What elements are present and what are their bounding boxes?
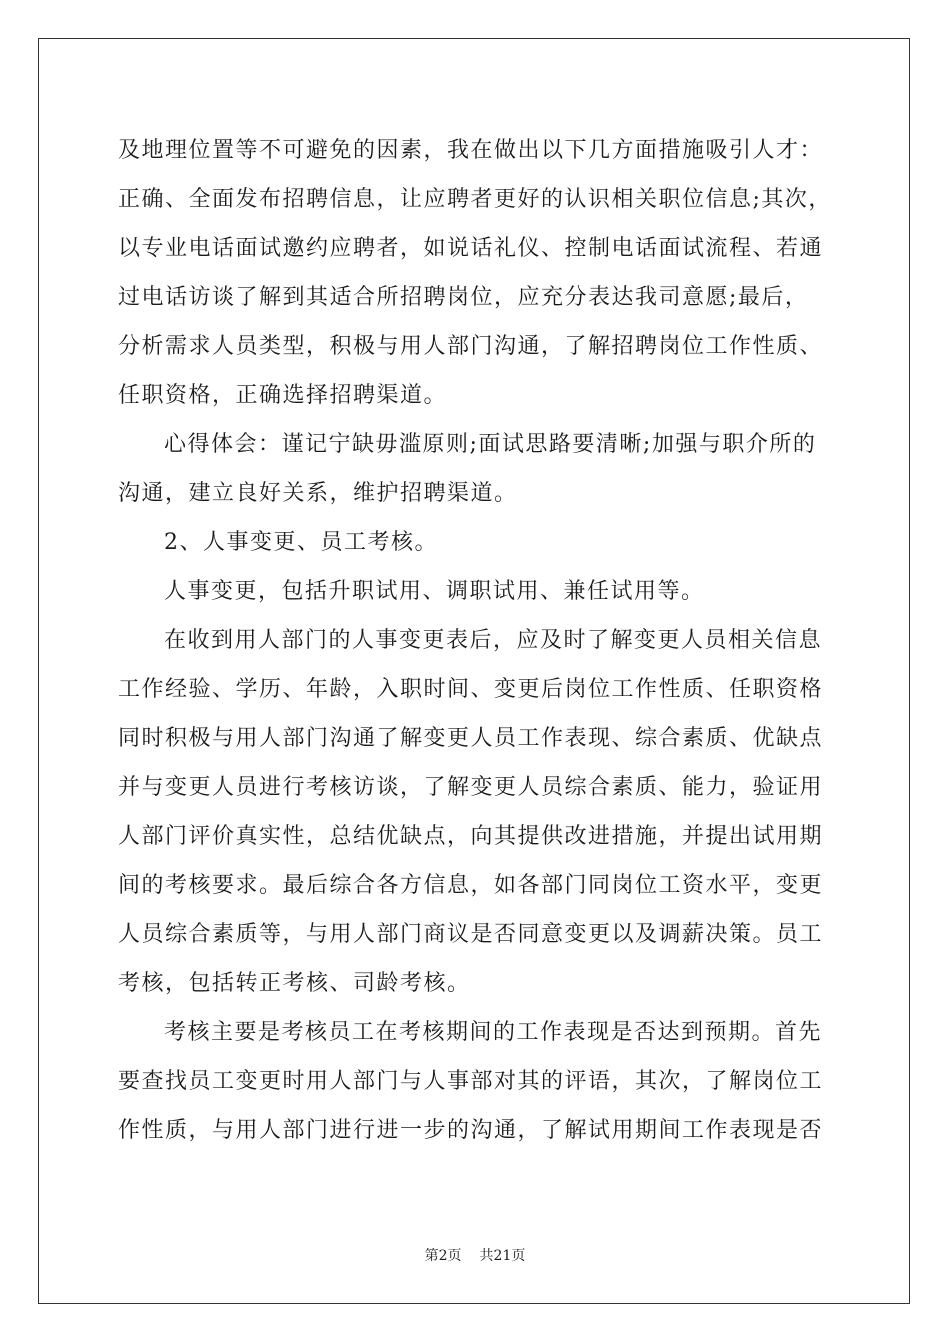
paragraph-start: 心得体会：谨记宁缺毋滥原则;面试思路要清晰;加强与职介所的 (164, 432, 817, 457)
text-line: 要查找员工变更时用人部门与人事部对其的评语，其次，了解岗位工 (118, 1069, 824, 1094)
document-body (118, 126, 838, 1155)
section-heading: 2、人事变更、员工考核。 (164, 530, 438, 555)
text-line: 分析需求人员类型，积极与用人部门沟通，了解招聘岗位工作性质、 (118, 334, 824, 359)
text-line: 过电话访谈了解到其适合所招聘岗位，应充分表达我司意愿;最后， (118, 285, 809, 310)
text-line: 及地理位置等不可避免的因素，我在做出以下几方面措施吸引人才： (118, 138, 824, 163)
paragraph-start: 在收到用人部门的人事变更表后，应及时了解变更人员相关信息 (164, 628, 823, 653)
text-line: 工作经验、学历、年龄，入职时间、变更后岗位工作性质、任职资格 (118, 677, 824, 702)
text-line: 考核，包括转正考核、司龄考核。 (118, 971, 471, 996)
page-footer (0, 1245, 950, 1265)
paragraph-start: 考核主要是考核员工在考核期间的工作表现是否达到预期。首先 (164, 1020, 823, 1045)
text-line: 任职资格，正确选择招聘渠道。 (118, 383, 448, 408)
text-line: 作性质，与用人部门进行进一步的沟通，了解试用期间工作表现是否 (118, 1118, 824, 1143)
text-line: 间的考核要求。最后综合各方信息，如各部门同岗位工资水平，变更 (118, 873, 824, 898)
text-line: 并与变更人员进行考核访谈，了解变更人员综合素质、能力，验证用 (118, 775, 824, 800)
text-line: 正确、全面发布招聘信息，让应聘者更好的认识相关职位信息;其次， (118, 187, 832, 212)
page-number: 第2页 (424, 1248, 462, 1264)
text-line: 人员综合素质等，与用人部门商议是否同意变更以及调薪决策。员工 (118, 922, 824, 947)
paragraph-start: 人事变更，包括升职试用、调职试用、兼任试用等。 (164, 579, 705, 604)
text-line: 人部门评价真实性，总结优缺点，向其提供改进措施，并提出试用期 (118, 824, 824, 849)
text-line: 同时积极与用人部门沟通了解变更人员工作表现、综合素质、优缺点 (118, 726, 824, 751)
text-line: 沟通，建立良好关系，维护招聘渠道。 (118, 481, 518, 506)
page-total: 共21页 (479, 1248, 526, 1264)
text-line: 以专业电话面试邀约应聘者，如说话礼仪、控制电话面试流程、若通 (118, 236, 824, 261)
